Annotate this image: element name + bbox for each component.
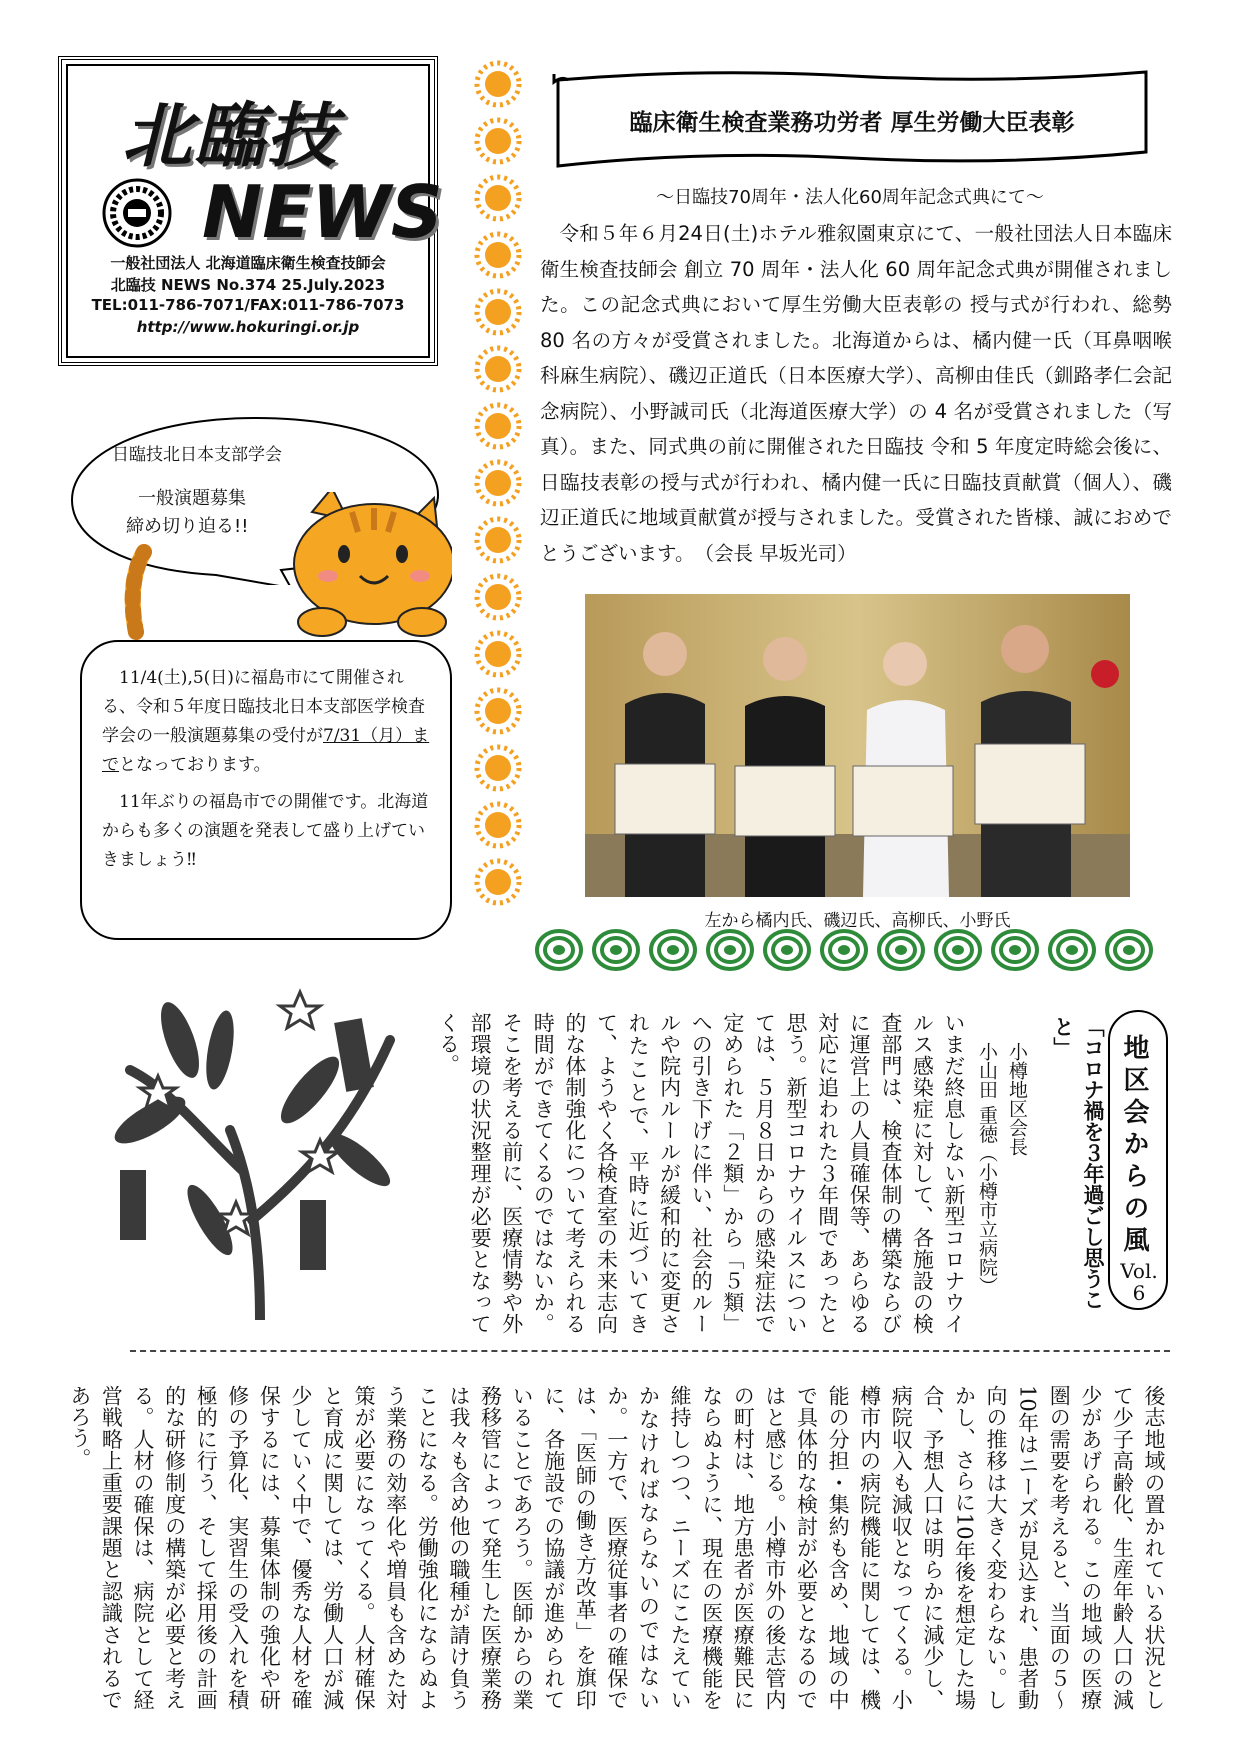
column-vol-number: 6 [1132,1281,1146,1305]
bubble-line-3: 締め切り迫る!! [126,516,249,537]
notice-text-2: となっております。 [119,755,271,775]
section-divider [130,1350,1170,1352]
spiral-icon [706,928,754,972]
sun-icon [474,459,522,507]
article-body: 令和５年６月24日(土)ホテル雅叙園東京にて、一般社団法人日本臨床衛生検査技師会 創立 70 周年・法人化 60 周年記念式典が開催されました。この記念式典において厚生労働大臣表彰の 授与式が行われ、総勢 80 名の方々が受賞されました。北海道からは、橘内健一氏（耳鼻咽喉科麻生病院）、磯辺正道氏（日本医療大学）、高柳由佳氏（釧路孝仁会記念病院）、小野誠司氏（北海道医療大学）の 4 名が受賞されました（写真）。また、同式典の前に開催された日臨技 令和 5 年度定時総会後に、日臨技表彰の授与式が行われ、橘内健一氏に日臨技貢献賞（個人）、磯辺正道氏に地域貢献賞が授与されました。受賞された皆様、誠におめでとうございます。 （会長 早坂光司） [540,222,1172,565]
sun-icon [474,117,522,165]
spiral-icon [1105,928,1153,972]
tanabata-branch-icon [110,980,430,1320]
award-photo [585,594,1130,897]
sun-icon [474,858,522,906]
spiral-icon [535,928,583,972]
bubble-line-2: 一般演題募集 [138,488,246,509]
notice-paragraph-1 [102,664,430,780]
article-title: 臨床衛生検査業務功労者 厚生労働大臣表彰 [629,110,1075,136]
column-volume [1117,1260,1161,1304]
spiral-icon [1048,928,1096,972]
sun-icon [474,630,522,678]
sun-icon [474,60,522,108]
spiral-icon [991,928,1039,972]
logo-title: 北臨技 [122,95,338,177]
contact-phone: TEL:011-786-7071/FAX:011-786-7073 [91,296,405,314]
sun-icon [474,573,522,621]
notice-paragraph-2: 11年ぶりの福島市での開催です。北海道からも多くの演題を発表して盛り上げていきましょう‼ [102,792,429,870]
org-name: 一般社団法人 北海道臨床衛生検査技師会 [110,254,386,272]
cat-mascot-icon [122,492,452,642]
column-text-bottom: 後志地域の置かれている状況として少子高齢化、生産年齢人口の減少があげられる。この地域の医療圏の需要を考えると、当面の５～10年はニーズが見込まれ、患者動向の推移は大きく変わらない。しかし、さらに10年後を想定した場合、予想人口は明らかに減少し、病院収入も減収となってくる。小樽市内の病院機能に関しては、機能の分担・集約も含め、地域の中で具体的な検討が必要となるのではと感じる。小樽市外の後志管内の町村は、地方患者が医療難民にならぬように、現在の医療機能を維持しつつ、ニーズにこたえていかなければならないのではないか。一方で、医療従事者の確保では、「医師の働き方改革」を旗印に、各施設での協議が進められていることであろう。医師からの業務移管によって発生した医療業務は我々も含め他の職種が請け負うことになる。労働強化にならぬよう業務の効率化や増員も含めた対策が必要になってくる。人材確保と育成に関しては、労働人口が減少していく中で、優秀な人材を確保するには、募集体制の強化や研修の予算化、実習生の受入れを積極的に行う、そして採用後の計画的な研修制度の構築が必要と考える。人材の確保は、病院として経営戦略上重要課題と認識されるであろう。 [67,1385,1166,1710]
column-article-title: 「コロナ禍を３年過ごし思うこと」 [1051,1016,1105,1310]
logo-news: NEWS [202,170,443,254]
spiral-icon [592,928,640,972]
sun-icon [474,288,522,336]
column-vol-label: Vol. [1120,1259,1158,1283]
article-subtitle: ～日臨技70周年・法人化60周年記念式典にて～ [656,187,1044,208]
column-author-role: 小樽地区会長 [1006,1042,1028,1156]
sun-icon [474,687,522,735]
column-author-name: 小山田 重徳（小樽市立病院） [976,1042,998,1296]
sun-decoration-column [470,60,530,960]
notice-text-1: 11/4(土),5(日)に福島市にて開催される、令和５年度日臨技北日本支部医学検査学会の一般演題募集の受付が [102,668,425,746]
notice-deadline: 7/31（月）まで [102,726,430,775]
spiral-icon [820,928,868,972]
sun-icon [474,402,522,450]
sun-icon [474,231,522,279]
spiral-icon [763,928,811,972]
bubble-line-1: 日臨技北日本支部学会 [112,445,282,465]
spiral-decoration-row [535,928,1175,978]
sun-icon [474,516,522,564]
website-link[interactable]: http://www.hokuringi.or.jp [136,318,360,336]
photo-caption: 左から橘内氏、磯辺氏、高柳氏、小野氏 [704,911,1011,931]
sun-icon [474,744,522,792]
issue-info: 北臨技 NEWS No.374 25.July.2023 [110,276,386,294]
column-series-title: 地区会からの風 [1119,1034,1149,1258]
spiral-icon [877,928,925,972]
column-text-top: いまだ終息しない新型コロナウイルス感染症に対して、各施設の検査部門は、検査体制の構築ならびに運営上の人員確保等、あらゆる対応に追われた３年間であったと思う。新型コロナウイルスについては、５月８日からの感染症法で定められた「２類」から「５類」への引き下げに伴い、社会的ルールや院内ルールが緩和的に変更されたことで、平時に近づいてきて、ようやく各検査室の未来志向的な体制強化について考えられる時間ができてくるのではないか。そこを考える前に、医療情勢や外部環境の状況整理が必要となってくる。 [436,1012,966,1334]
association-emblem-icon [102,178,172,248]
sun-icon [474,345,522,393]
sun-icon [474,801,522,849]
masthead [58,56,443,366]
spiral-icon [649,928,697,972]
notice-box [80,640,452,940]
sun-icon [474,174,522,222]
spiral-icon [934,928,982,972]
